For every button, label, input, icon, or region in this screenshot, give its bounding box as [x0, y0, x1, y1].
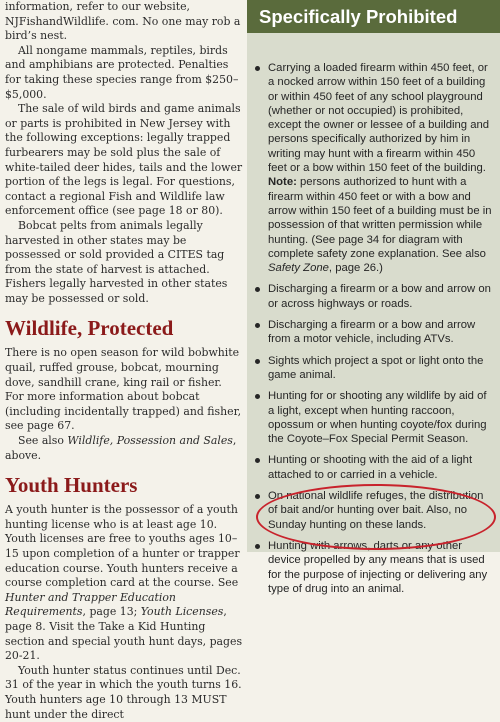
item-text: Hunting for or shooting any wildlife by aid of a light, except when hunting raccoon, opossum or when hunting coyote/fox during the Coyote–Fox Special Permit Season. [268, 390, 487, 446]
bullet-icon [255, 359, 260, 364]
list-item [268, 389, 494, 446]
safety-zone-ref: Safety Zone [268, 262, 329, 275]
bullet-icon [255, 394, 260, 399]
item-text: Carrying a loaded firearm within 450 feet, or a nocked arrow within 150 feet of a building or within 450 feet of any school playground (whether or not occupied) is prohibited, except the owner or lessee of a building and persons specifically authorized by him in writing may hunt with a firearm within 450 feet or a bow within 150 feet of the building. [268, 62, 490, 175]
item-text: persons authorized to hunt with a firearm within 450 feet or with a bow and arrow within 150 feet of a building must be in possession of that written permission while hunting. (See page 34 for diagram with complete safety zone explanation. See also [268, 176, 492, 260]
box-title: Specifically Prohibited [247, 0, 500, 33]
youth-ref-education: Hunter and Trapper Education Requirements [5, 590, 176, 619]
list-item [268, 61, 494, 275]
list-item [268, 282, 494, 311]
bullet-icon [255, 494, 260, 499]
wildlife-protected-paragraph: There is no open season for wild bobwhite quail, ruffed grouse, bobcat, mourning dove, sandhill crane, king rail or fisher. For more information about bobcat (including incidentally trapped) and fisher, see page 67. [5, 346, 242, 433]
see-also-text: See also [18, 434, 68, 448]
nongame-paragraph: All nongame mammals, reptiles, birds and amphibians are protected. Penalties for taking these species range from $250–$5,000. [5, 43, 239, 101]
youth-hunters-heading: Youth Hunters [5, 473, 138, 498]
see-also-suffix: , above. [5, 434, 237, 462]
youth-text-b: , page 13; [82, 605, 141, 619]
youth-text-c: , page 8. Visit the Take a Kid Hunting section and special youth hunt days, pages 20-21. [5, 605, 243, 663]
left-column [0, 0, 243, 721]
highlight-oval [256, 484, 496, 550]
bullet-icon [255, 287, 260, 292]
sale-paragraph: The sale of wild birds and game animals or parts is prohibited in New Jersey with the following exceptions: legally trapped furbearers may be sold plus the sale of white-tailed deer hides, tails and the lower portion of the legs is legal. For questions, contact a regional Fish and Wildlife law enforcement office (see page 18 or 80). [5, 102, 243, 218]
youth-hunter-paragraph [0, 503, 243, 664]
bullet-icon [255, 544, 260, 549]
list-item [268, 453, 494, 482]
specifically-prohibited-box [247, 0, 500, 595]
see-also-paragraph [0, 434, 243, 463]
bullet-icon [255, 66, 260, 71]
bullet-icon [255, 323, 260, 328]
youth-status-paragraph: Youth hunter status continues until Dec. 31 of the year in which the youth turns 16. Youth hunters age 10 through 13 MUST hunt under the direct [5, 663, 242, 721]
bullet-icon [255, 458, 260, 463]
intro-paragraph: information, refer to our website, NJFishandWildlife. com. No one may rob a bird’s nest. [5, 0, 241, 43]
item-text: Discharging a firearm or a bow and arrow on or across highways or roads. [268, 283, 491, 310]
bobcat-pelts-paragraph: Bobcat pelts from animals legally harvested in other states may be possessed or sold provided a CITES tag from the state of harvest is attached. Fishers legally harvested in other states may be possessed or sold. [5, 218, 228, 305]
item-text: Hunting or shooting with the aid of a light attached to or carried in a vehicle. [268, 454, 473, 481]
wildlife-protected-heading: Wildlife, Protected [5, 316, 174, 341]
item-text: , page 26.) [328, 262, 383, 275]
item-text: Sights which project a spot or light onto the game animal. [268, 354, 484, 381]
youth-ref-licenses: Youth Licenses [140, 605, 224, 619]
list-item [268, 318, 494, 347]
list-item [268, 354, 494, 383]
youth-text-a: A youth hunter is the possessor of a youth hunting license who is at least age 10. Youth licenses are free to youths ages 10–15 upon completion of a hunter or trapper education course. Youth hunters receive a course completion card at the course. See [5, 503, 240, 590]
item-text: Discharging a firearm or a bow and arrow from a motor vehicle, including ATVs. [268, 319, 476, 346]
item-text: On national wildlife refuges, the distribution of bait and/or hunting over bait. Also, no Sunday hunting on these lands. [268, 490, 484, 531]
item-text: Hunting with arrows, darts or any other device propelled by any means that is used for the purpose of injecting or delivering any type of drug into an animal. [268, 539, 488, 595]
note-label: Note: [268, 176, 297, 189]
see-also-link-text: Wildlife, Possession and Sales [67, 434, 233, 448]
